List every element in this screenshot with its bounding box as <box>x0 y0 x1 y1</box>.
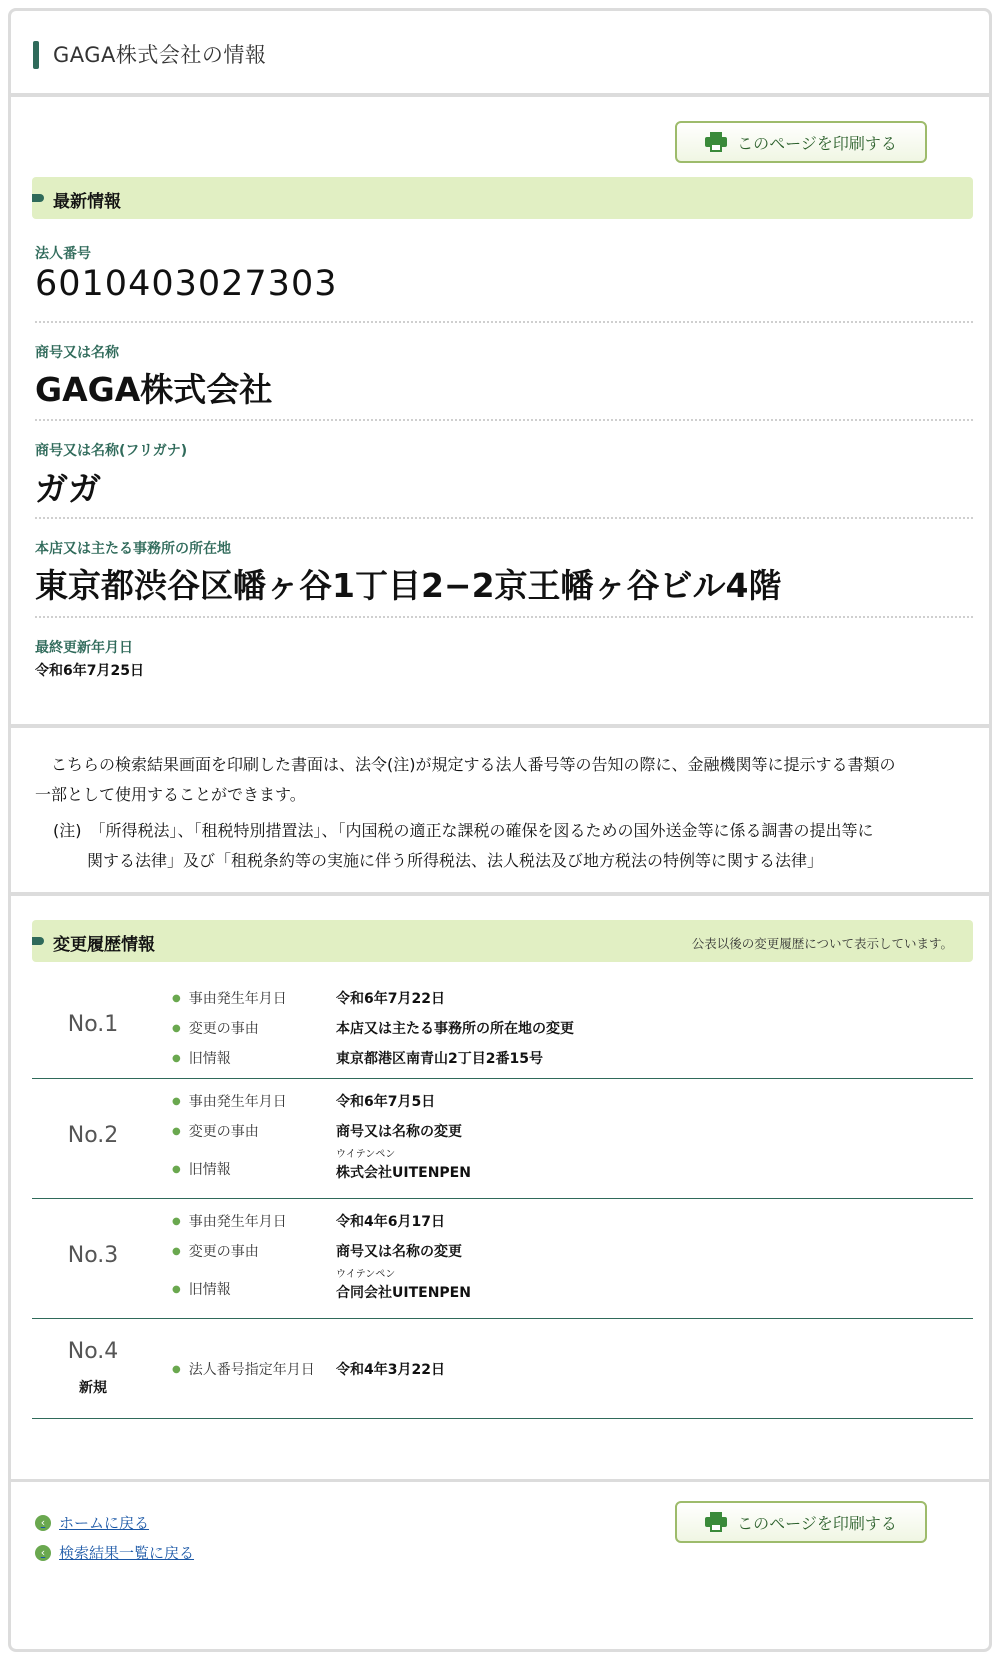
section-tag-icon <box>32 194 44 202</box>
company-info-panel <box>8 8 992 1652</box>
bullet-icon: ● <box>172 1096 181 1107</box>
bullet-icon: ● <box>172 1053 181 1064</box>
note-line-2: 関する法律」及び「租税条約等の実施に伴う所得税法、法人税法及び地方税法の特例等に関する法律」 <box>87 851 824 870</box>
chevron-left-icon: ‹ <box>35 1515 51 1531</box>
entry-old-value: 東京都港区南青山2丁目2番15号 <box>336 1051 543 1067</box>
divider <box>35 419 973 421</box>
entry-date-label: ● 事由発生年月日 <box>172 991 287 1007</box>
furigana-label: 商号又は名称(フリガナ) <box>35 443 188 459</box>
address-label: 本店又は主たる事務所の所在地 <box>35 541 231 557</box>
bullet-icon: ● <box>172 1126 181 1137</box>
entry-number: No.4 <box>67 1339 119 1364</box>
name-value: GAGA株式会社 <box>35 370 273 409</box>
change-history-section <box>11 896 989 1482</box>
bullet-icon: ● <box>172 1164 181 1175</box>
updated-label: 最終更新年月日 <box>35 640 133 656</box>
entry-old-ruby: ウイテンペン <box>336 1149 396 1160</box>
page-header <box>11 11 989 97</box>
entry-number: No.3 <box>67 1243 119 1268</box>
furigana-value: ガガ <box>35 469 101 508</box>
chevron-left-icon: ‹ <box>35 1545 51 1561</box>
entry-old-ruby: ウイテンペン <box>336 1269 396 1280</box>
printer-icon <box>705 1512 727 1532</box>
entry-number: No.1 <box>67 1012 119 1037</box>
entry-reason: 本店又は主たる事務所の所在地の変更 <box>336 1021 574 1037</box>
entry-number: No.2 <box>67 1123 119 1148</box>
entry-date: 令和6年7月22日 <box>336 991 445 1007</box>
section-title: 変更履歴情報 <box>53 935 155 955</box>
address-value: 東京都渋谷区幡ヶ谷1丁目2−2京王幡ヶ谷ビル4階 <box>35 566 782 605</box>
history-header <box>32 920 973 962</box>
title-accent-bar <box>33 41 39 69</box>
page-title: GAGA株式会社の情報 <box>53 43 267 67</box>
bullet-icon: ● <box>172 1284 181 1295</box>
print-button-top[interactable] <box>675 121 927 163</box>
corporate-number-label: 法人番号 <box>35 246 91 262</box>
entry-reason: 商号又は名称の変更 <box>336 1244 462 1260</box>
history-note: 公表以後の変更履歴について表示しています。 <box>691 936 953 951</box>
bullet-icon: ● <box>172 993 181 1004</box>
divider <box>35 321 973 323</box>
bullet-icon: ● <box>172 1023 181 1034</box>
latest-info-section <box>11 97 989 728</box>
entry-reason: 商号又は名称の変更 <box>336 1124 462 1140</box>
latest-info-header <box>32 177 973 219</box>
entry-date: 令和4年3月22日 <box>336 1362 445 1378</box>
section-title: 最新情報 <box>53 192 121 212</box>
usage-notice <box>11 728 989 896</box>
entry-old-label: ● 旧情報 <box>172 1051 231 1067</box>
entry-old-label: ● 旧情報 <box>172 1282 231 1298</box>
updated-value: 令和6年7月25日 <box>35 663 144 679</box>
divider <box>35 517 973 519</box>
entry-old-value: ウイテンペン 株式会社UITENPEN <box>336 1145 471 1182</box>
bullet-icon: ● <box>172 1364 181 1375</box>
name-label: 商号又は名称 <box>35 345 119 361</box>
notice-line-1: こちらの検索結果画面を印刷した書面は、法令(注)が規定する法人番号等の告知の際に、金融機関等に提示する書類の <box>35 755 896 774</box>
divider <box>35 616 973 618</box>
entry-old-label: ● 旧情報 <box>172 1162 231 1178</box>
entry-date-label: ● 事由発生年月日 <box>172 1094 287 1110</box>
entry-date: 令和6年7月5日 <box>336 1094 436 1110</box>
entry-date: 令和4年6月17日 <box>336 1214 445 1230</box>
print-button-bottom[interactable] <box>675 1501 927 1543</box>
entry-date-label: ● 事由発生年月日 <box>172 1214 287 1230</box>
print-button-label: このページを印刷する <box>737 133 897 153</box>
history-entry <box>32 1319 973 1419</box>
section-tag-icon <box>32 937 44 945</box>
home-link[interactable]: ‹ ホームに戻る <box>35 1512 149 1533</box>
print-button-label: このページを印刷する <box>737 1513 897 1533</box>
notice-line-2: 一部として使用することができます。 <box>35 785 306 804</box>
history-entry <box>32 1079 973 1199</box>
entry-reason-label: ● 変更の事由 <box>172 1124 259 1140</box>
entry-reason-label: ● 変更の事由 <box>172 1021 259 1037</box>
note-line-1: (注) 「所得税法」、「租税特別措置法」、「内国税の適正な課税の確保を図るための国外送金等に係る調書の提出等に <box>53 821 874 840</box>
page-footer <box>11 1482 989 1602</box>
entry-old-value: ウイテンペン 合同会社UITENPEN <box>336 1265 471 1302</box>
entry-reason-label: ● 変更の事由 <box>172 1244 259 1260</box>
bullet-icon: ● <box>172 1216 181 1227</box>
printer-icon <box>705 132 727 152</box>
bullet-icon: ● <box>172 1246 181 1257</box>
corporate-number-value: 6010403027303 <box>35 264 338 304</box>
results-list-link[interactable]: ‹ 検索結果一覧に戻る <box>35 1542 194 1563</box>
history-entry <box>32 976 973 1079</box>
entry-new-badge: 新規 <box>79 1380 107 1396</box>
history-entry <box>32 1199 973 1319</box>
entry-date-label: ● 法人番号指定年月日 <box>172 1362 315 1378</box>
